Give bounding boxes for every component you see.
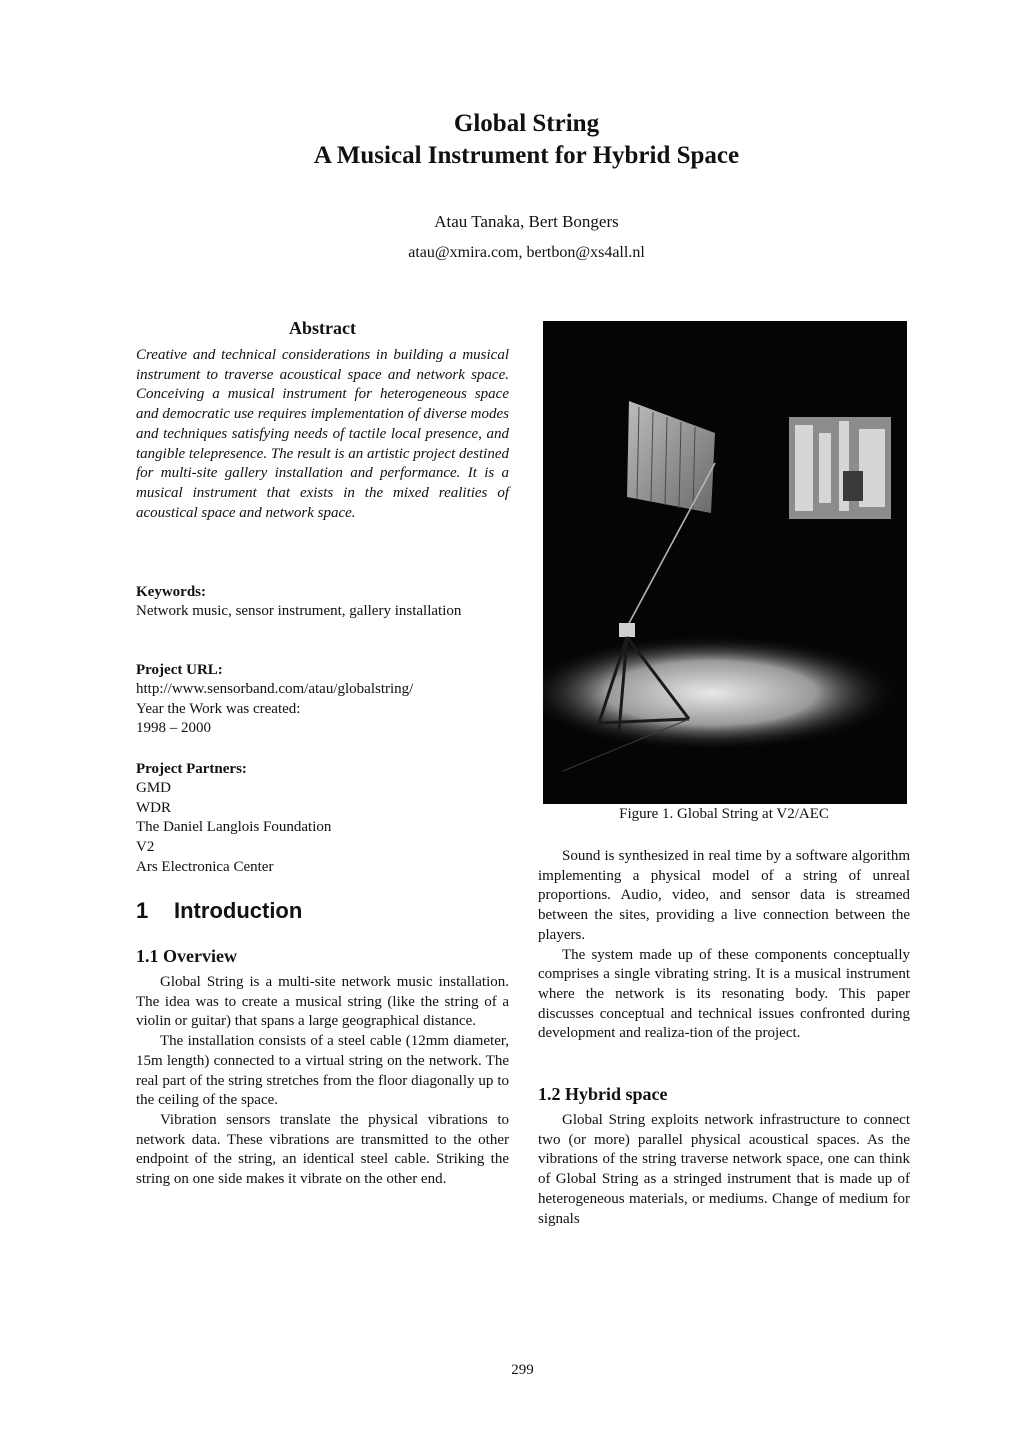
authors: Atau Tanaka, Bert Bongers: [434, 212, 619, 231]
partner-item: GMD: [136, 780, 172, 796]
paragraph: The system made up of these components conceptually comprises a single vibrating string. It is a musical instrument where the network is its resonating body. This paper discusses conceptual and technical issues confronted during development and realiza-tion of the project.: [538, 946, 910, 1042]
partner-item: WDR: [136, 799, 171, 816]
section-title: Introduction: [174, 898, 303, 923]
figure-caption: Figure 1. Global String at V2/AEC: [619, 806, 829, 822]
abstract-text: Creative and technical considerations in building a musical instrument to traverse acoustical space and network space. Conceiving a musical instrument for heterogeneous space and democratic use requires implementation of diverse modes and techniques satisfying needs of tactile local presence, and tangible telepresence. The result is an artistic project destined for multi-site gallery installation and performance. It is a musical instrument that exists in the mixed realities of acoustical space and network space.: [136, 347, 509, 521]
paragraph: The installation consists of a steel cable (12mm diameter, 15m length) connected to a virtual string on the network. The real part of the string stretches from the floor diagonally up to the ceiling of the space.: [136, 1033, 509, 1109]
subsection-heading-overview: 1.1 Overview: [136, 946, 237, 966]
year-label: Year the Work was created:: [136, 700, 301, 717]
section-number: 1: [136, 898, 149, 923]
partner-item: Ars Electronica Center: [136, 858, 274, 875]
paper-subtitle: A Musical Instrument for Hybrid Space: [313, 142, 740, 169]
right-body: [538, 847, 910, 1044]
subsection-heading-hybrid-space: 1.2 Hybrid space: [538, 1084, 668, 1104]
sensor-box: [619, 623, 635, 637]
project-url-heading: Project URL:: [136, 662, 223, 678]
hybrid-space-paragraph: Global String exploits network infrastructure to connect two (or more) parallel physical acoustical spaces. As the vibrations of the string traverse network space, one can think of Global String as a stringed instrument that is made up of heterogeneous materials, or mediums. Change of medium for signals: [538, 1112, 910, 1227]
project-url-link[interactable]: http://www.sensorband.com/atau/globalstring/: [136, 681, 414, 697]
paper-title: Global String: [453, 110, 600, 137]
partner-item: V2: [136, 839, 155, 856]
section-heading-introduction: [136, 898, 302, 924]
paragraph: Sound is synthesized in real time by a software algorithm implementing a physical model of a string of unreal proportions. Audio, video, and sensor data is streamed between the sites, providing a live connection between the players.: [538, 848, 910, 943]
partners-list: [136, 779, 509, 878]
paragraph: Vibration sensors translate the physical vibrations to network data. These vibrations are transmitted to the other endpoint of the string, an identical steel cable. Striking the string on one side makes it vibrate on the other end.: [136, 1111, 509, 1188]
overview-body: [136, 973, 509, 1190]
partners-heading: Project Partners:: [136, 761, 247, 777]
abstract-heading: Abstract: [289, 318, 356, 338]
keywords-heading: Keywords:: [136, 584, 206, 600]
figure-photo: [543, 321, 907, 804]
year-range: 1998 – 2000: [136, 720, 211, 737]
paragraph: Global String is a multi-site network music installation. The idea was to create a musical string (like the string of a violin or guitar) that spans a large geographical distance.: [136, 974, 509, 1030]
project-url-block: [136, 680, 509, 739]
author-emails: atau@xmira.com, bertbon@xs4all.nl: [408, 244, 645, 261]
keywords-text: Network music, sensor instrument, gallery installation: [136, 603, 462, 619]
figure-image: [543, 321, 907, 804]
partner-item: The Daniel Langlois Foundation: [136, 819, 332, 836]
page-number: 299: [511, 1362, 534, 1378]
